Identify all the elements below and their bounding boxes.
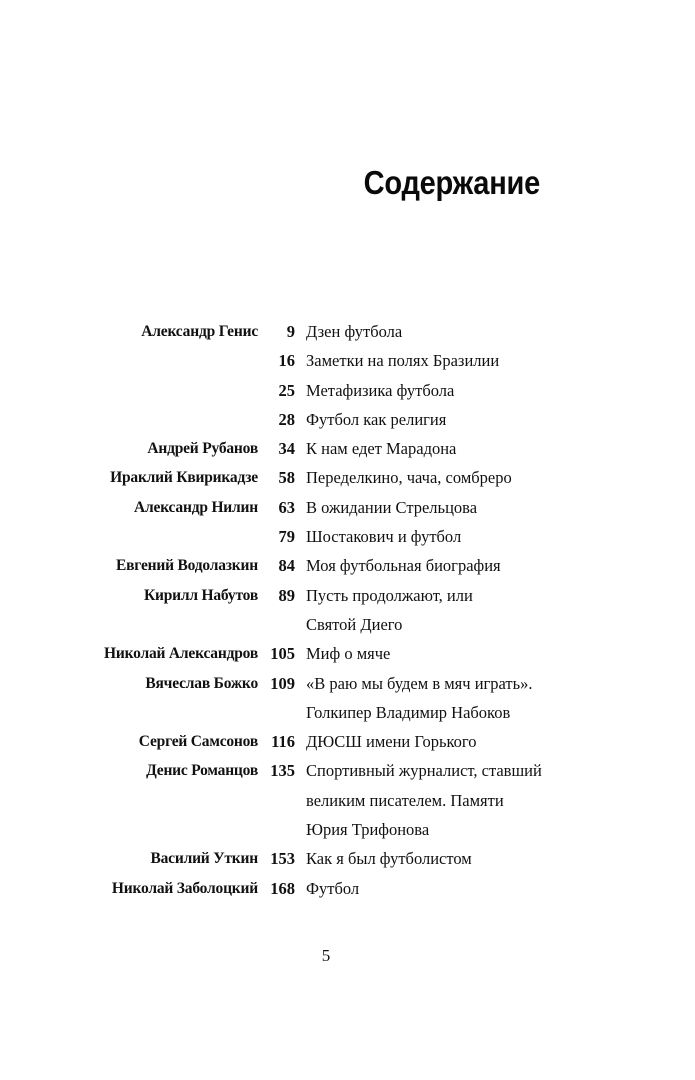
toc-page-number: 25 — [278, 380, 295, 400]
toc-entry — [0, 463, 695, 492]
toc-chapter-title: Шостакович и футбол — [306, 527, 462, 547]
toc-entry — [0, 317, 695, 346]
toc-author: Андрей Рубанов — [147, 440, 258, 458]
toc-chapter-title: Метафизика футбола — [306, 380, 455, 400]
toc-entry — [0, 493, 695, 522]
toc-entry — [0, 551, 695, 580]
toc-author: Ираклий Квирикадзе — [110, 469, 258, 487]
toc-page-number: 9 — [286, 322, 295, 341]
toc-chapter-title: Моя футбольная биография — [306, 556, 501, 576]
toc-page-number: 153 — [270, 849, 295, 869]
toc-chapter-title: Дзен футбола — [306, 322, 403, 341]
page-number: 5 — [321, 946, 331, 965]
toc-chapter-title: Футбол — [306, 878, 360, 898]
toc-page-number: 84 — [278, 556, 295, 576]
toc-entry — [0, 405, 695, 434]
toc-author: Александр Нилин — [134, 498, 258, 516]
toc-chapter-title: К нам едет Марадона — [306, 439, 457, 459]
toc-page-number: 89 — [278, 585, 295, 605]
toc-chapter-title: Миф о мяче — [306, 644, 391, 664]
toc-entry — [0, 786, 695, 815]
toc-page-number: 16 — [278, 351, 295, 371]
toc-page-number: 28 — [278, 409, 295, 429]
table-of-contents — [0, 317, 695, 903]
toc-chapter-title: Футбол как религия — [306, 409, 447, 429]
toc-author: Кирилл Набутов — [143, 586, 258, 604]
toc-page-number: 116 — [271, 732, 295, 752]
toc-author: Сергей Самсонов — [138, 733, 258, 751]
toc-chapter-title: ДЮСШ имени Горького — [306, 732, 477, 752]
toc-entry — [0, 727, 695, 756]
toc-entry — [0, 669, 695, 698]
toc-entry — [0, 844, 695, 873]
toc-page-number: 105 — [270, 644, 295, 664]
toc-page-number: 79 — [278, 527, 295, 547]
toc-chapter-title: Как я был футболистом — [306, 849, 472, 869]
toc-entry — [0, 346, 695, 375]
toc-entry — [0, 434, 695, 463]
toc-chapter-title: Заметки на полях Бразилии — [306, 351, 500, 371]
toc-page-number: 63 — [278, 497, 295, 517]
toc-page-number: 34 — [278, 439, 295, 459]
toc-entry — [0, 376, 695, 405]
toc-entry — [0, 815, 695, 844]
toc-entry — [0, 610, 695, 639]
toc-author: Евгений Водолазкин — [116, 557, 258, 575]
toc-author: Александр Генис — [141, 323, 258, 340]
toc-entry — [0, 756, 695, 785]
toc-chapter-title: великим писателем. Памяти — [306, 790, 504, 810]
toc-entry — [0, 522, 695, 551]
toc-chapter-title: Юрия Трифонова — [306, 820, 430, 840]
toc-author: Николай Александров — [104, 645, 258, 663]
toc-chapter-title: В ожидании Стрельцова — [306, 497, 478, 517]
toc-page-number: 109 — [270, 673, 295, 693]
toc-chapter-title: Святой Диего — [306, 614, 403, 634]
toc-author: Денис Романцов — [146, 762, 258, 780]
toc-chapter-title: «В раю мы будем в мяч играть». — [306, 673, 533, 693]
toc-chapter-title: Спортивный журналист, ставший — [306, 761, 542, 781]
toc-author: Николай Заболоцкий — [111, 879, 258, 897]
toc-page-number: 58 — [278, 468, 295, 488]
toc-entry — [0, 581, 695, 610]
toc-author: Вячеслав Божко — [145, 674, 258, 692]
toc-entry — [0, 639, 695, 668]
toc-page-number: 135 — [270, 761, 295, 781]
page-title: Содержание — [363, 164, 540, 202]
toc-entry — [0, 698, 695, 727]
toc-author: Василий Уткин — [150, 850, 258, 868]
toc-chapter-title: Переделкино, чача, сомбреро — [306, 468, 512, 488]
toc-page-number: 168 — [270, 878, 295, 898]
toc-entry — [0, 874, 695, 903]
toc-chapter-title: Пусть продолжают, или — [306, 585, 473, 605]
toc-chapter-title: Голкипер Владимир Набоков — [306, 702, 511, 722]
